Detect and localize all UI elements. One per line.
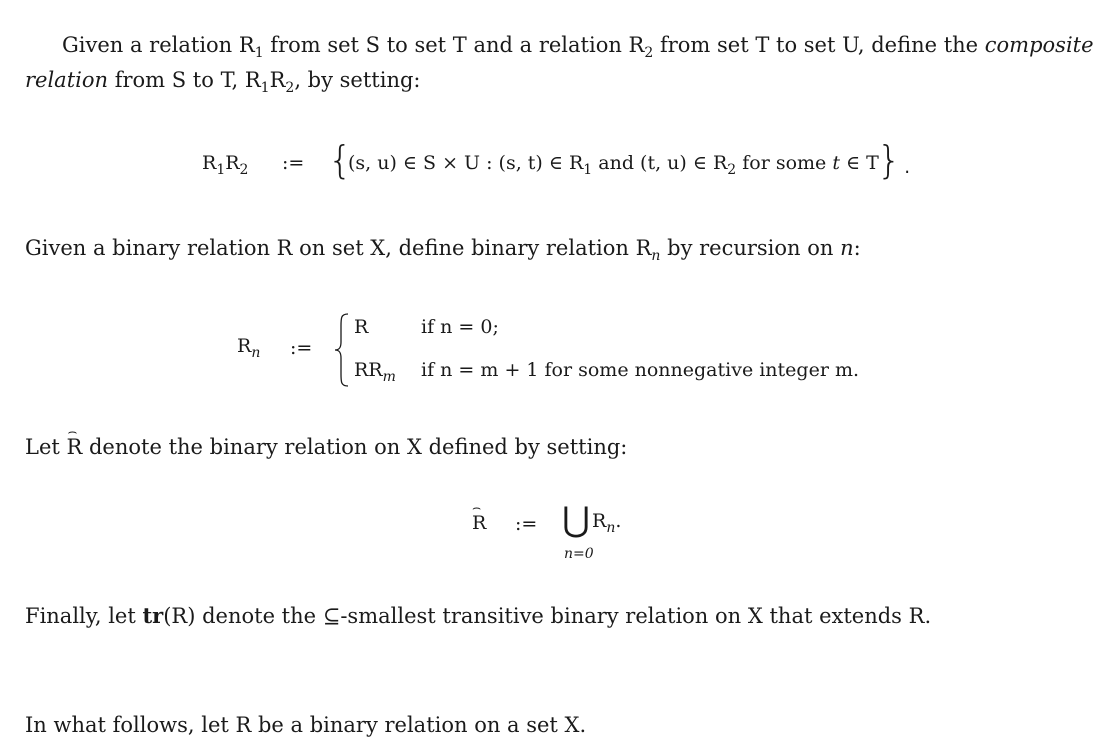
paragraph-what-follows: In what follows, let R be a binary relation on a set X.	[25, 713, 587, 737]
eq1-open-brace: {	[328, 138, 353, 182]
paragraph-rhat: Let R ⌢ denote the binary relation on X defined by setting:	[25, 422, 628, 459]
eq2-case2-value: $RR_m$	[354, 359, 396, 385]
eq3-assign: :=	[515, 513, 538, 535]
eq2-lhs: $R_n$	[237, 335, 261, 361]
tr-operator: tr	[142, 603, 164, 628]
eq1-assign: :=	[282, 152, 305, 174]
eq2-case1-value: R	[354, 316, 369, 338]
paragraph-transitive-closure: Finally, let tr(R) denote the ⊆-smallest transitive binary relation on X that extends R.	[25, 603, 932, 628]
eq3-lhs: R ⌢	[472, 500, 487, 534]
rhat-symbol: R ⌢	[66, 422, 83, 459]
eq3-rhs: $R_n$.	[592, 510, 622, 536]
eq2-case1-condition: if n = 0;	[421, 316, 499, 338]
paragraph-recursion: Given a binary relation R on set X, define binary relation $R_n$ by recursion on n:	[25, 236, 861, 264]
eq3-union-index: n=0	[564, 546, 594, 562]
eq2-case2-condition: if n = m + 1 for some nonnegative integer m.	[421, 359, 860, 381]
eq2-cases-brace	[333, 312, 351, 388]
eq1-close-brace: }.	[877, 138, 914, 182]
paragraph-composite-line2: relation from S to T, $R_1R_2$, by setting:	[25, 68, 421, 96]
eq1-lhs: $R_1R_2$	[202, 152, 249, 178]
emphasis-relation: relation	[25, 68, 109, 92]
eq2-assign: :=	[290, 337, 313, 359]
paragraph-composite-line1: Given a relation $R_1$ from set S to set T and a relation $R_2$ from set T to set U, define the composite	[62, 33, 1094, 61]
emphasis-composite: composite	[984, 33, 1094, 57]
eq1-body: (s, u) ∈ S × U : (s, t) ∈ $R_1$ and (t, u) ∈ $R_2$ for some t ∈ T	[348, 152, 879, 178]
union-symbol: ⋃	[562, 500, 590, 540]
